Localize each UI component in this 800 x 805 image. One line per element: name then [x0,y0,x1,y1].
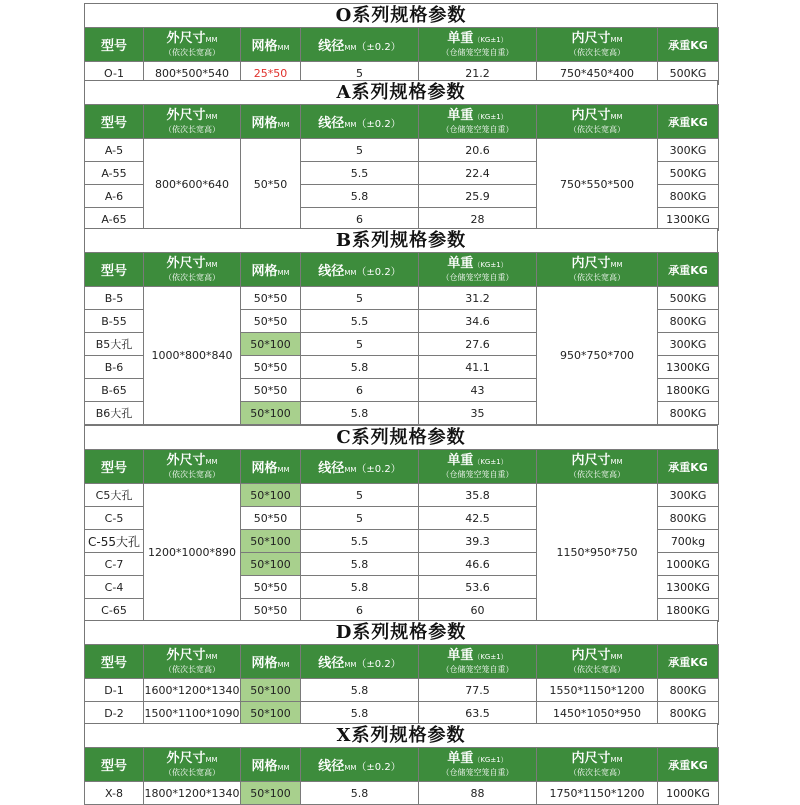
header-load: 承重KG [658,645,719,679]
load-cell: 300KG [658,139,719,162]
header-wire-text: 线径 [318,461,345,476]
wire-cell: 5 [301,62,419,85]
header-row [85,450,719,484]
header-outer-unit: MM [205,261,218,269]
model-cell: B-65 [85,379,144,402]
header-wire [301,450,419,484]
header-wire-unit: MM [344,269,357,277]
wire-cell: 6 [301,379,419,402]
header-wire-tol: （±0.2） [356,119,401,130]
weight-cell: 88 [419,782,537,805]
weight-cell: 39.3 [419,530,537,553]
header-weight-sub: （仓储笼空笼自重） [441,470,514,479]
header-outer-unit: MM [205,113,218,121]
header-weight-unit: （KG±1） [473,653,508,661]
header-load: 承重KG [658,253,719,287]
wire-cell: 5.5 [301,530,419,553]
header-wire-tol: （±0.2） [356,659,401,670]
header-weight-unit: （KG±1） [473,36,508,44]
wire-cell: 5.5 [301,310,419,333]
model-cell: C5大孔 [85,484,144,507]
header-wire-tol: （±0.2） [356,464,401,475]
header-outer-label [144,31,240,48]
outer-size-cell: 1500*1100*1090 [144,702,241,725]
wire-cell: 5.8 [301,782,419,805]
series-section [84,228,718,425]
header-outer-label [144,648,240,665]
inner-size-cell: 1550*1150*1200 [537,679,658,702]
header-weight-sub: （仓储笼空笼自重） [441,665,514,674]
header-inner-sub: （依次长宽高） [569,768,625,777]
model-cell: C-7 [85,553,144,576]
header-wire-unit: MM [344,44,357,52]
header-inner-text: 内尺寸 [571,108,611,123]
series-title: A系列规格参数 [84,80,718,104]
header-weight-label [419,751,536,768]
header-inner-sub: （依次长宽高） [569,125,625,134]
load-cell: 800KG [658,310,719,333]
model-cell: B-6 [85,356,144,379]
header-model: 型号 [85,748,144,782]
table-row [85,782,719,805]
series-title: X系列规格参数 [84,723,718,747]
header-wire-unit: MM [344,661,357,669]
mesh-cell: 50*50 [241,507,301,530]
mesh-cell: 50*100 [241,333,301,356]
header-wire [301,105,419,139]
header-weight-text: 单重 [447,256,474,271]
header-load: 承重KG [658,450,719,484]
model-cell: A-6 [85,185,144,208]
table-row [85,679,719,702]
spec-table [84,644,719,725]
header-wire-unit: MM [344,764,357,772]
header-inner-sub: （依次长宽高） [569,470,625,479]
weight-cell: 35.8 [419,484,537,507]
model-cell: C-65 [85,599,144,622]
header-outer-sub: （依次长宽高） [164,125,220,134]
inner-size-cell: 950*750*700 [537,287,658,425]
weight-cell: 20.6 [419,139,537,162]
header-inner-text: 内尺寸 [571,648,611,663]
load-cell: 300KG [658,333,719,356]
header-weight-unit: （KG±1） [473,756,508,764]
wire-cell: 5.8 [301,702,419,725]
spec-table [84,449,719,622]
wire-cell: 5 [301,333,419,356]
wire-cell: 5.8 [301,402,419,425]
model-cell: X-8 [85,782,144,805]
spec-table [84,104,719,231]
header-outer-unit: MM [205,458,218,466]
weight-cell: 42.5 [419,507,537,530]
header-weight-sub: （仓储笼空笼自重） [441,768,514,777]
header-weight [419,645,537,679]
header-mesh-unit: MM [277,764,290,772]
header-load: 承重KG [658,748,719,782]
header-inner-label [537,751,657,768]
header-weight-sub: （仓储笼空笼自重） [441,273,514,282]
model-cell: B-5 [85,287,144,310]
load-cell: 500KG [658,162,719,185]
weight-cell: 22.4 [419,162,537,185]
series-section [84,723,718,805]
wire-cell: 5.8 [301,679,419,702]
model-cell: A-5 [85,139,144,162]
header-wire-unit: MM [344,466,357,474]
mesh-cell: 50*100 [241,530,301,553]
header-mesh [241,28,301,62]
mesh-cell: 50*100 [241,553,301,576]
inner-size-cell: 750*450*400 [537,62,658,85]
header-wire-tol: （±0.2） [356,762,401,773]
header-inner-unit: MM [610,261,623,269]
header-mesh [241,105,301,139]
header-inner-text: 内尺寸 [571,256,611,271]
load-cell: 800KG [658,679,719,702]
spec-table [84,747,719,805]
header-mesh-text: 网格 [251,39,278,54]
header-weight-text: 单重 [447,453,474,468]
header-weight-sub: （仓储笼空笼自重） [441,48,514,57]
mesh-cell: 50*50 [241,139,301,231]
header-row [85,28,719,62]
header-mesh-text: 网格 [251,264,278,279]
header-outer [144,748,241,782]
weight-cell: 25.9 [419,185,537,208]
weight-cell: 46.6 [419,553,537,576]
header-weight-text: 单重 [447,108,474,123]
table-row [85,484,719,507]
header-mesh-unit: MM [277,466,290,474]
header-mesh-text: 网格 [251,116,278,131]
header-weight-text: 单重 [447,31,474,46]
load-cell: 1800KG [658,599,719,622]
header-inner-text: 内尺寸 [571,453,611,468]
wire-cell: 5 [301,484,419,507]
header-wire-tol: （±0.2） [356,267,401,278]
outer-size-cell: 1800*1200*1340 [144,782,241,805]
header-mesh [241,450,301,484]
header-weight-unit: （KG±1） [473,261,508,269]
header-outer [144,28,241,62]
header-wire-text: 线径 [318,39,345,54]
load-cell: 1300KG [658,356,719,379]
header-outer-label [144,108,240,125]
weight-cell: 60 [419,599,537,622]
model-cell: B5大孔 [85,333,144,356]
series-section [84,80,718,231]
series-title: O系列规格参数 [84,3,718,27]
series-section [84,620,718,725]
weight-cell: 77.5 [419,679,537,702]
header-outer-text: 外尺寸 [166,31,206,46]
header-weight-sub: （仓储笼空笼自重） [441,125,514,134]
header-mesh [241,748,301,782]
header-row [85,645,719,679]
wire-cell: 6 [301,208,419,231]
header-model: 型号 [85,450,144,484]
header-load: 承重KG [658,105,719,139]
weight-cell: 41.1 [419,356,537,379]
header-wire [301,253,419,287]
series-title: D系列规格参数 [84,620,718,644]
header-mesh-unit: MM [277,269,290,277]
weight-cell: 43 [419,379,537,402]
table-row [85,139,719,162]
header-outer [144,645,241,679]
header-outer [144,450,241,484]
header-outer-unit: MM [205,756,218,764]
header-outer-sub: （依次长宽高） [164,768,220,777]
load-cell: 800KG [658,185,719,208]
header-model: 型号 [85,105,144,139]
header-outer-text: 外尺寸 [166,453,206,468]
weight-cell: 27.6 [419,333,537,356]
header-inner [537,105,658,139]
header-mesh-unit: MM [277,121,290,129]
header-mesh [241,253,301,287]
header-mesh [241,645,301,679]
header-outer-sub: （依次长宽高） [164,665,220,674]
weight-cell: 63.5 [419,702,537,725]
wire-cell: 5.8 [301,185,419,208]
header-inner-sub: （依次长宽高） [569,48,625,57]
load-cell: 500KG [658,62,719,85]
outer-size-cell: 800*600*640 [144,139,241,231]
header-inner-unit: MM [610,458,623,466]
header-wire-unit: MM [344,121,357,129]
wire-cell: 5 [301,287,419,310]
load-cell: 1000KG [658,553,719,576]
mesh-cell: 50*50 [241,599,301,622]
header-wire-text: 线径 [318,264,345,279]
header-outer-label [144,453,240,470]
series-title: B系列规格参数 [84,228,718,252]
spec-table [84,27,719,85]
wire-cell: 6 [301,599,419,622]
load-cell: 1300KG [658,208,719,231]
header-weight-label [419,453,536,470]
header-inner-text: 内尺寸 [571,31,611,46]
header-outer [144,253,241,287]
header-inner-label [537,453,657,470]
model-cell: D-1 [85,679,144,702]
mesh-cell: 50*50 [241,356,301,379]
header-outer [144,105,241,139]
model-cell: A-65 [85,208,144,231]
wire-cell: 5 [301,139,419,162]
model-cell: B6大孔 [85,402,144,425]
series-section [84,425,718,622]
outer-size-cell: 1000*800*840 [144,287,241,425]
header-wire [301,748,419,782]
load-cell: 800KG [658,702,719,725]
header-outer-text: 外尺寸 [166,108,206,123]
header-row [85,253,719,287]
header-inner-label [537,648,657,665]
header-inner-label [537,108,657,125]
mesh-cell: 50*100 [241,782,301,805]
header-outer-sub: （依次长宽高） [164,48,220,57]
series-title: C系列规格参数 [84,425,718,449]
mesh-cell: 50*100 [241,702,301,725]
header-outer-text: 外尺寸 [166,751,206,766]
header-wire [301,645,419,679]
load-cell: 300KG [658,484,719,507]
wire-cell: 5 [301,507,419,530]
mesh-cell: 50*50 [241,576,301,599]
header-outer-sub: （依次长宽高） [164,470,220,479]
header-weight-label [419,108,536,125]
header-weight-text: 单重 [447,751,474,766]
weight-cell: 31.2 [419,287,537,310]
header-load: 承重KG [658,28,719,62]
header-wire [301,28,419,62]
load-cell: 700kg [658,530,719,553]
header-outer-label [144,256,240,273]
header-inner-label [537,256,657,273]
weight-cell: 35 [419,402,537,425]
wire-cell: 5.5 [301,162,419,185]
outer-size-cell: 1200*1000*890 [144,484,241,622]
model-cell: D-2 [85,702,144,725]
outer-size-cell: 1600*1200*1340 [144,679,241,702]
header-row [85,748,719,782]
header-inner-sub: （依次长宽高） [569,665,625,674]
inner-size-cell: 750*550*500 [537,139,658,231]
load-cell: 800KG [658,402,719,425]
mesh-cell: 50*100 [241,484,301,507]
model-cell: C-55大孔 [85,530,144,553]
header-inner-unit: MM [610,113,623,121]
wire-cell: 5.8 [301,553,419,576]
load-cell: 1300KG [658,576,719,599]
series-section [84,3,718,85]
header-weight [419,748,537,782]
header-weight-text: 单重 [447,648,474,663]
header-model: 型号 [85,253,144,287]
header-mesh-unit: MM [277,661,290,669]
header-weight-unit: （KG±1） [473,113,508,121]
header-inner [537,748,658,782]
header-inner [537,450,658,484]
header-model: 型号 [85,28,144,62]
header-inner [537,645,658,679]
header-wire-tol: （±0.2） [356,42,401,53]
load-cell: 1000KG [658,782,719,805]
weight-cell: 53.6 [419,576,537,599]
header-row [85,105,719,139]
header-mesh-text: 网格 [251,461,278,476]
mesh-cell: 25*50 [241,62,301,85]
header-inner-text: 内尺寸 [571,751,611,766]
mesh-cell: 50*50 [241,310,301,333]
inner-size-cell: 1450*1050*950 [537,702,658,725]
mesh-cell: 50*50 [241,379,301,402]
load-cell: 500KG [658,287,719,310]
model-cell: C-4 [85,576,144,599]
weight-cell: 21.2 [419,62,537,85]
header-inner [537,28,658,62]
header-outer-sub: （依次长宽高） [164,273,220,282]
header-model: 型号 [85,645,144,679]
load-cell: 1800KG [658,379,719,402]
header-outer-text: 外尺寸 [166,256,206,271]
mesh-cell: 50*50 [241,287,301,310]
header-inner-unit: MM [610,653,623,661]
header-inner-sub: （依次长宽高） [569,273,625,282]
header-inner-unit: MM [610,756,623,764]
header-weight [419,450,537,484]
header-outer-label [144,751,240,768]
spec-table [84,252,719,425]
model-cell: A-55 [85,162,144,185]
mesh-cell: 50*100 [241,402,301,425]
inner-size-cell: 1750*1150*1200 [537,782,658,805]
header-inner [537,253,658,287]
outer-size-cell: 800*500*540 [144,62,241,85]
load-cell: 800KG [658,507,719,530]
wire-cell: 5.8 [301,356,419,379]
header-outer-unit: MM [205,36,218,44]
header-weight-label [419,256,536,273]
header-weight-label [419,648,536,665]
header-mesh-unit: MM [277,44,290,52]
header-inner-unit: MM [610,36,623,44]
model-cell: B-55 [85,310,144,333]
header-weight [419,28,537,62]
header-weight [419,253,537,287]
header-weight-unit: （KG±1） [473,458,508,466]
header-inner-label [537,31,657,48]
model-cell: O-1 [85,62,144,85]
wire-cell: 5.8 [301,576,419,599]
weight-cell: 34.6 [419,310,537,333]
table-row [85,702,719,725]
header-mesh-text: 网格 [251,656,278,671]
header-weight-label [419,31,536,48]
header-wire-text: 线径 [318,759,345,774]
mesh-cell: 50*100 [241,679,301,702]
table-row [85,287,719,310]
header-wire-text: 线径 [318,116,345,131]
header-mesh-text: 网格 [251,759,278,774]
model-cell: C-5 [85,507,144,530]
header-weight [419,105,537,139]
header-outer-unit: MM [205,653,218,661]
header-wire-text: 线径 [318,656,345,671]
inner-size-cell: 1150*950*750 [537,484,658,622]
header-outer-text: 外尺寸 [166,648,206,663]
weight-cell: 28 [419,208,537,231]
